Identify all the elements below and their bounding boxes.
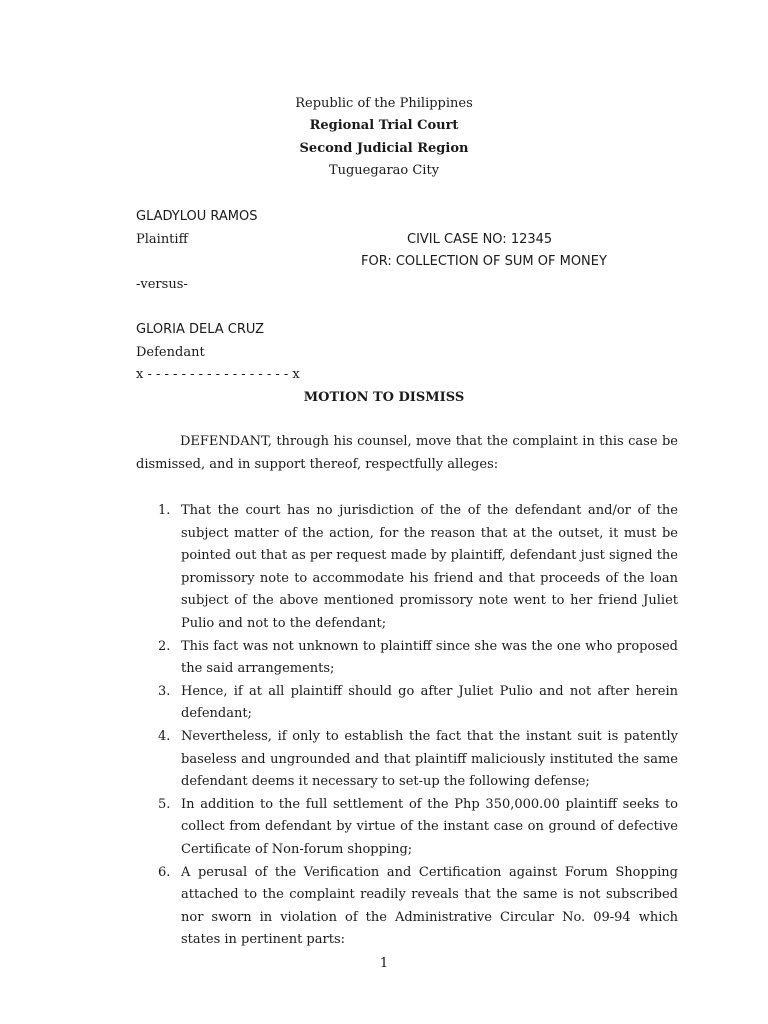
caption-separator: x - - - - - - - - - - - - - - - - - x [136,367,300,382]
page-number: 1 [379,956,389,971]
item-number: 3. [158,683,171,699]
list-item [136,726,678,794]
court-heading: Regional Trial Court [309,118,459,133]
list-item [136,681,678,726]
item-text: That the court has no jurisdiction of the of the defendant and/or of the subject matter of the action, for the reason that at the outset, it must be pointed out that as per request made by plaintiff, defendant just signed the promissory note to accommodate his friend and that proceeds of the loan subject of the above mentioned promissory note went to her friend Juliet Pulio and not to the defendant; [181,503,678,631]
list-item [136,862,678,952]
defendant-name: GLORIA DELA CRUZ [136,322,265,337]
allegations-list [136,500,678,952]
item-text: A perusal of the Verification and Certification against Forum Shopping attached to the complaint readily reveals that the same is not subscribed nor sworn in violation of the Administrative Circular No. 09-94 which states in pertinent parts: [181,864,678,948]
list-item [136,500,678,636]
item-number: 5. [158,796,171,812]
item-text: In addition to the full settlement of the Php 350,000.00 plaintiff seeks to collect from defendant by virtue of the instant case on ground of defective Certificate of Non-forum shopping; [181,796,678,857]
city-heading: Tuguegarao City [328,163,440,178]
list-item [136,794,678,862]
defendant-label: Defendant [136,345,205,360]
item-text: Nevertheless, if only to establish the fact that the instant suit is patently baseless and ungrounded and that plaintiff maliciously instituted the same defendant deems it necessary to set-up the following defense; [181,728,678,790]
plaintiff-label: Plaintiff [136,232,188,247]
intro-paragraph: DEFENDANT, through his counsel, move that the complaint in this case be dismissed, and in support thereof, respectfully alleges: [136,434,678,472]
versus-label: -versus- [136,277,188,292]
case-nature: FOR: COLLECTION OF SUM OF MONEY [361,254,607,269]
item-number: 6. [158,864,171,880]
region-heading: Second Judicial Region [299,141,469,156]
item-number: 1. [158,503,171,518]
item-number: 4. [158,728,171,744]
document-title: MOTION TO DISMISS [303,390,465,405]
case-number: CIVIL CASE NO: 12345 [407,232,553,247]
item-text: Hence, if at all plaintiff should go after Juliet Pulio and not after herein defendant; [181,683,678,722]
item-text: This fact was not unknown to plaintiff since she was the one who proposed the said arrangements; [181,638,678,677]
list-item [136,636,678,681]
plaintiff-name: GLADYLOU RAMOS [136,209,258,224]
item-number: 2. [158,638,171,654]
republic-heading: Republic of the Philippines [295,96,473,111]
